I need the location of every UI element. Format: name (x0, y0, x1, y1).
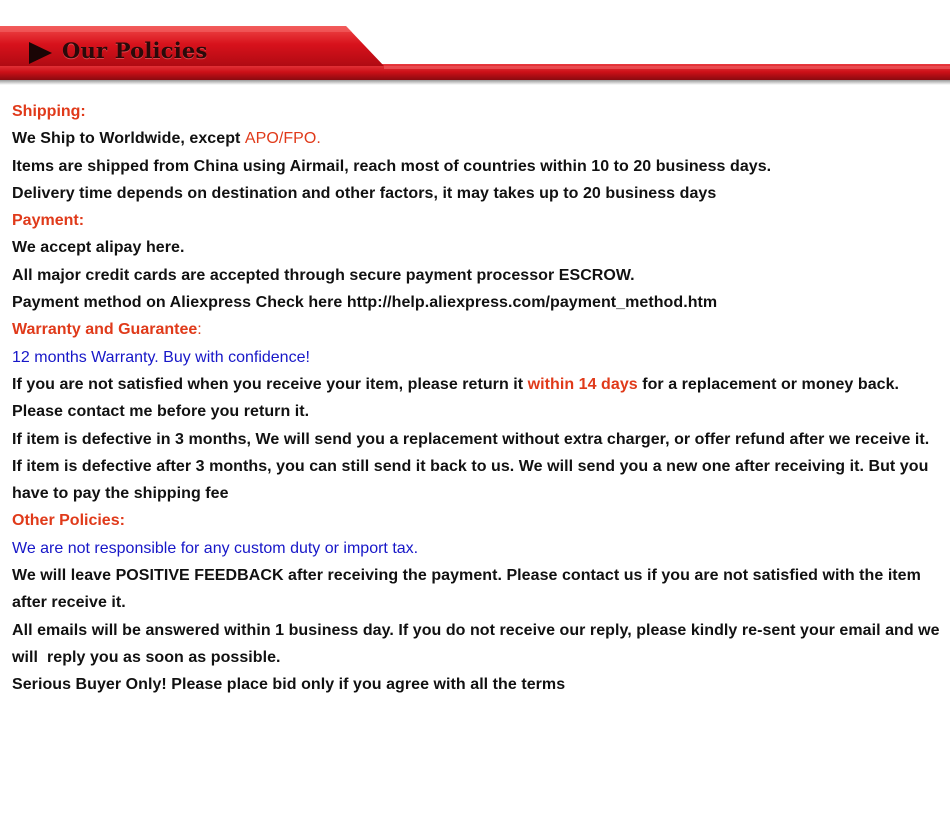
policies-banner (0, 0, 950, 92)
shipping-line-1 (12, 125, 946, 152)
payment-line-2: All major credit cards are accepted through secure payment processor ESCROW. (12, 266, 635, 284)
shipping-line-1-text: We Ship to Worldwide, except (12, 130, 245, 148)
other-line-1: We are not responsible for any custom duty or import tax. (12, 539, 419, 557)
warranty-line-2-suffix: for a replacement or money back. Please contact me before you return it. (12, 375, 900, 421)
policies-content (12, 98, 946, 699)
shipping-line-3: Delivery time depends on destination and other factors, it may takes up to 20 business days (12, 184, 717, 202)
payment-line-3: Payment method on Aliexpress Check here http://help.aliexpress.com/payment_method.htm (12, 294, 718, 312)
warranty-line-4: If item is defective after 3 months, you can still send it back to us. We will send you a new one after receiving it. But you have to pay the shipping fee (12, 457, 929, 503)
play-triangle-icon (29, 42, 52, 64)
shipping-heading: Shipping: (12, 103, 86, 120)
warranty-heading-colon: : (197, 321, 202, 339)
shipping-line-2: Items are shipped from China using Airmail, reach most of countries within 10 to 20 business days. (12, 157, 772, 175)
warranty-line-1: 12 months Warranty. Buy with confidence! (12, 348, 310, 366)
other-line-4: Serious Buyer Only! Please place bid only if you agree with all the terms (12, 676, 566, 694)
payment-heading: Payment: (12, 212, 85, 230)
payment-line-1: We accept alipay here. (12, 239, 185, 257)
banner-title: Our Policies (62, 38, 208, 63)
warranty-line-2 (12, 371, 946, 426)
return-window-highlight: within 14 days (527, 375, 638, 393)
warranty-line-2-prefix: If you are not satisfied when you receive your item, please return it (12, 375, 528, 393)
other-line-2: We will leave POSITIVE FEEDBACK after receiving the payment. Please contact us if you are not satisfied with the item after receive it. (12, 567, 921, 612)
warranty-line-3: If item is defective in 3 months, We will send you a replacement without extra charger, or offer refund after we receive it. (12, 430, 930, 448)
other-line-3: All emails will be answered within 1 business day. If you do not receive our reply, please kindly re-sent your email and we will reply you as soon as possible. (12, 621, 945, 666)
warranty-heading-text: Warranty and Guarantee (12, 321, 198, 339)
other-policies-heading: Other Policies: (12, 512, 125, 530)
shipping-exception-highlight: APO/FPO. (244, 130, 321, 148)
warranty-heading (12, 316, 946, 343)
